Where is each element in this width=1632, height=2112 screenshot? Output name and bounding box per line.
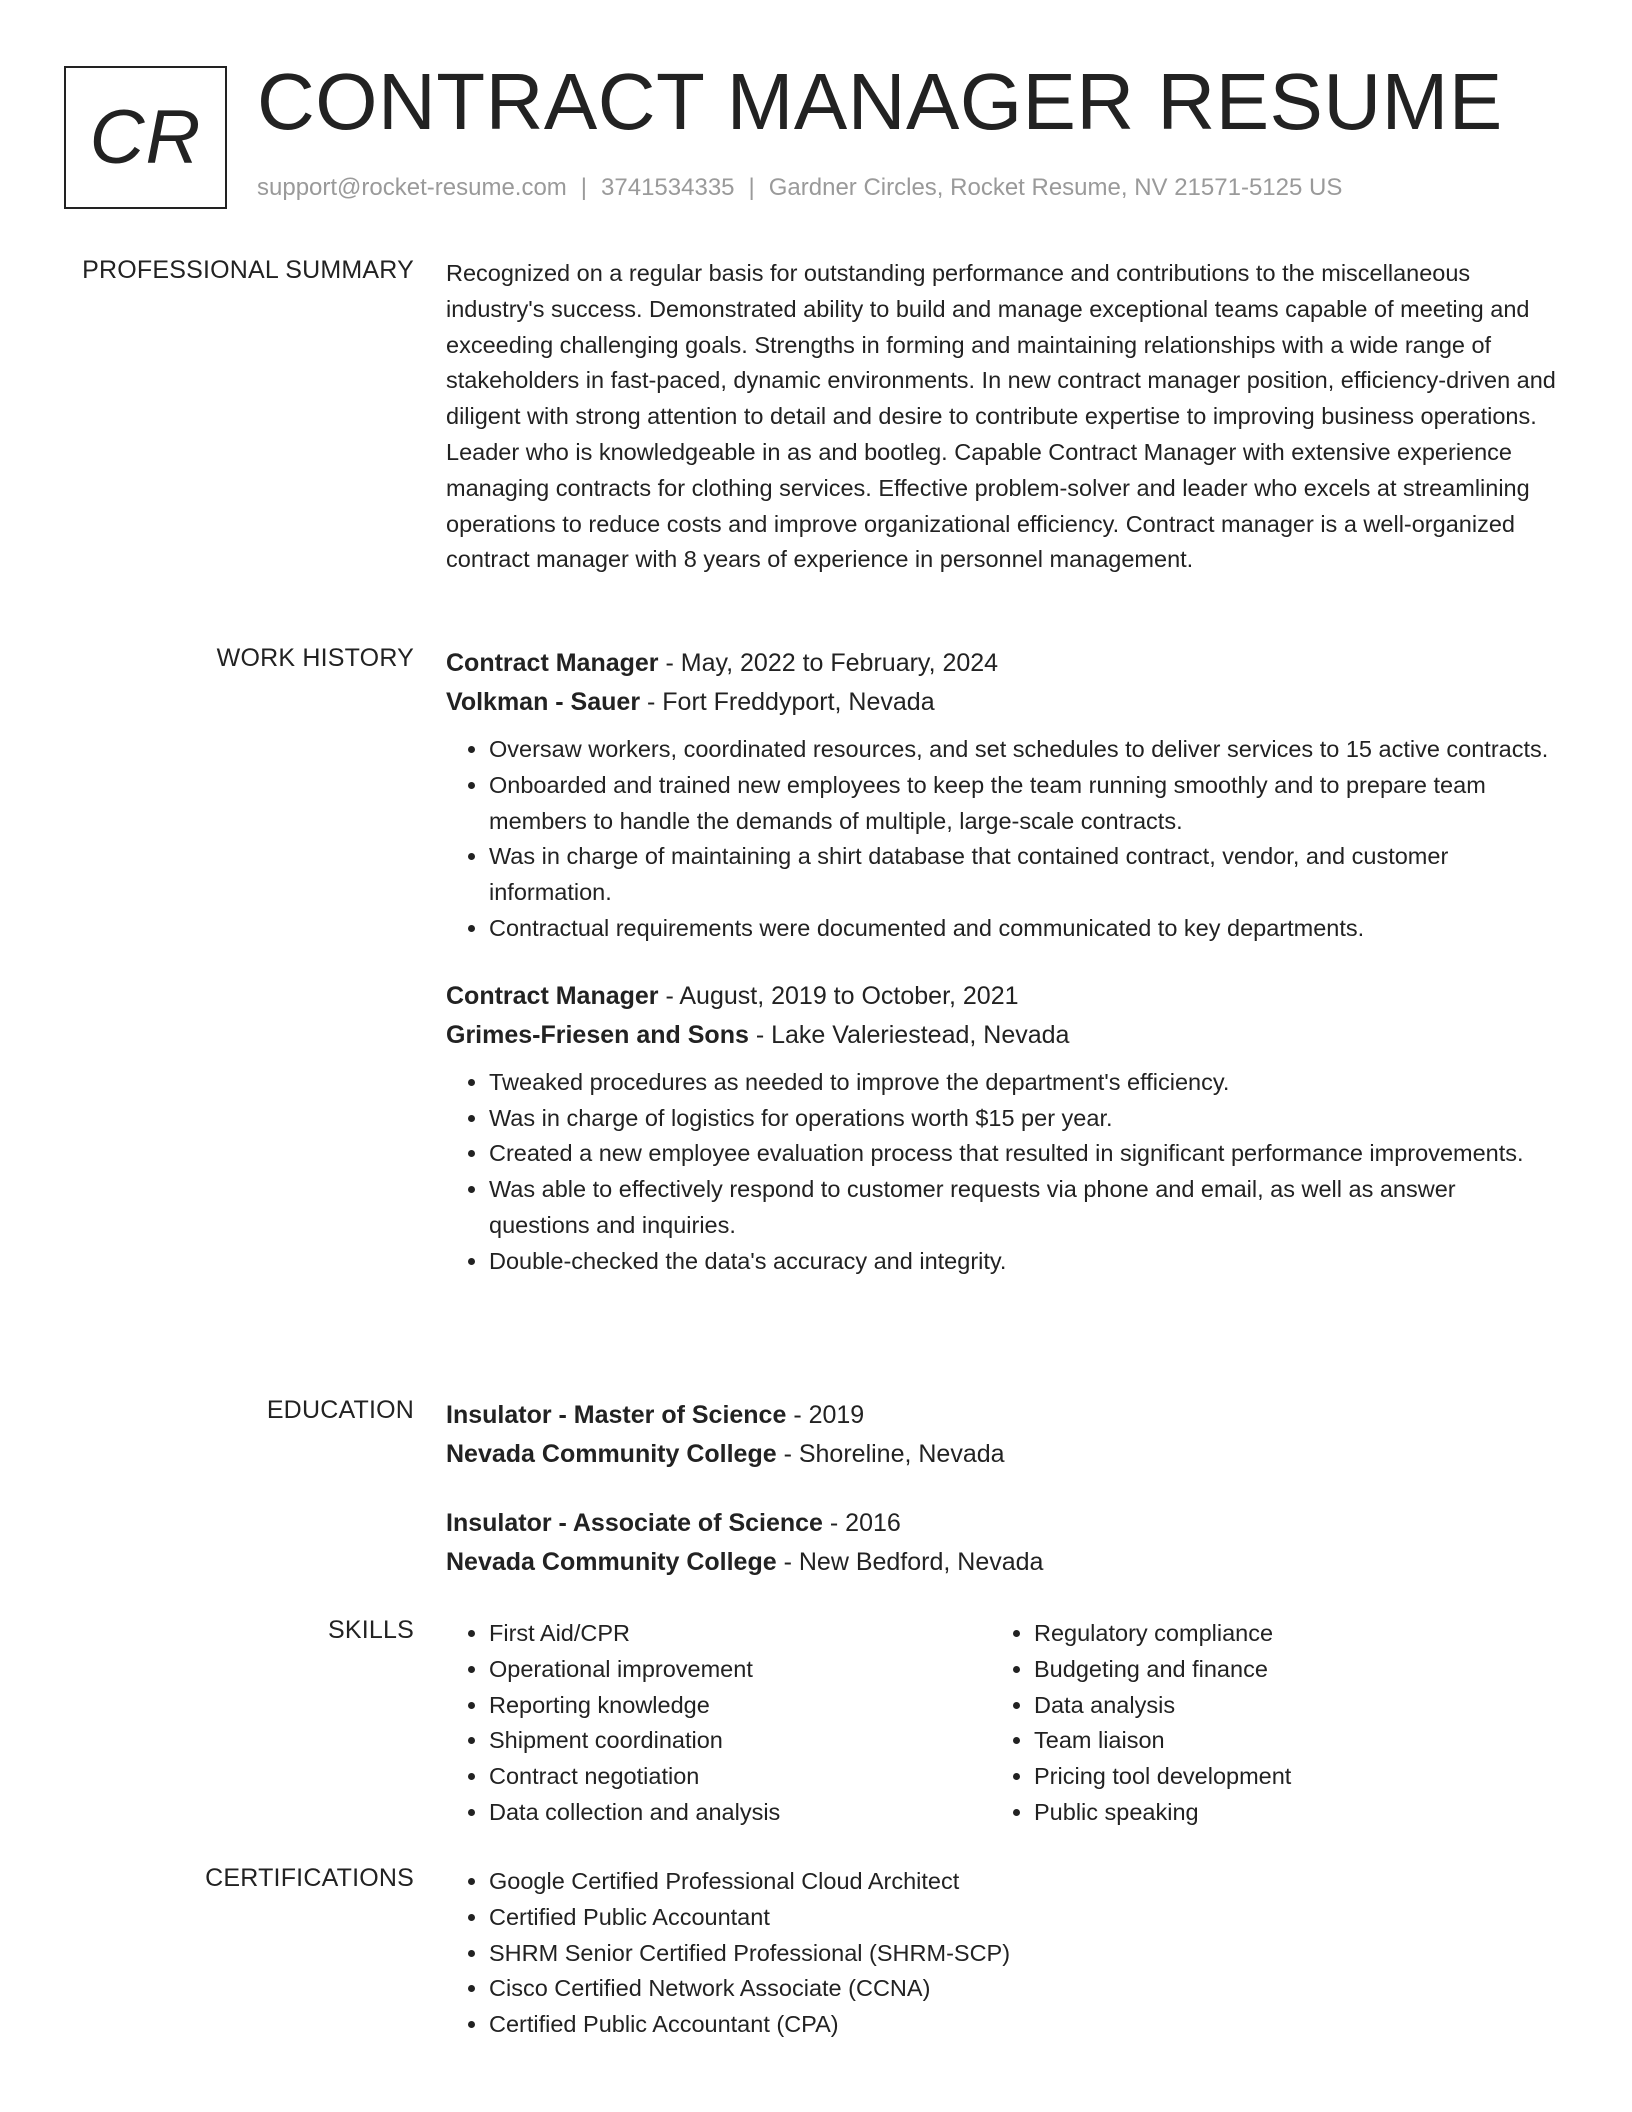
section-label-work-history: WORK HISTORY (216, 644, 414, 672)
resume-header (64, 57, 1568, 214)
job-bullet: • Created a new employee evaluation process that resulted in significant performance improvements. (489, 1136, 1558, 1172)
job-bullets (446, 732, 1558, 947)
job-dates: - August, 2019 to October, 2021 (658, 981, 1019, 1010)
job-company-line (446, 683, 1558, 722)
certification-item: • Cisco Certified Network Associate (CCNA) (489, 1971, 1558, 2007)
skill-item: • Contract negotiation (489, 1759, 989, 1795)
work-history-body (446, 644, 1558, 1280)
job-entry (446, 977, 1558, 1280)
skills-columns (446, 1616, 1558, 1831)
resume-title: CONTRACT MANAGER RESUME (257, 57, 1503, 146)
school-location: - Shoreline, Nevada (776, 1440, 1005, 1468)
summary-text: Recognized on a regular basis for outstanding performance and contributions to the miscellaneous industry's success. Demonstrated ability to build and manage exceptional teams capable of meeting and exceeding challenging goals. Strengths in forming and maintaining relationships with a wide range of stakeholders in fast-paced, dynamic environments. In new contract manager position, efficiency-driven and diligent with strong attention to detail and desire to contribute expertise to improving business operations. Leader who is knowledgeable in as and bootleg. Capable Contract Manager with extensive experience managing contracts for clothing services. Effective problem-solver and leader who excels at streamlining operations to reduce costs and improve organizational efficiency. Contract manager is a well-organized contract manager with 8 years of experience in personnel management. (446, 260, 1556, 573)
degree-year: - 2019 (786, 1401, 865, 1429)
skill-item: • Regulatory compliance (1034, 1616, 1534, 1652)
job-title: Contract Manager (446, 981, 659, 1010)
section-label-skills: SKILLS (328, 1616, 414, 1644)
school: Nevada Community College (446, 1548, 777, 1576)
skills-list-right (991, 1616, 1534, 1831)
job-location: - Fort Freddyport, Nevada (640, 688, 935, 716)
job-bullets (446, 1065, 1558, 1280)
skills-body (446, 1616, 1558, 1831)
degree: Insulator - Master of Science (446, 1401, 787, 1429)
degree: Insulator - Associate of Science (446, 1509, 823, 1537)
contact-address: Gardner Circles, Rocket Resume, NV 21571-5125 US (768, 174, 1343, 201)
job-location: - Lake Valeriestead, Nevada (748, 1020, 1070, 1049)
job-title-line (446, 977, 1558, 1016)
certification-item: • Certified Public Accountant (489, 1900, 1558, 1936)
spacer (446, 947, 1558, 977)
skill-item: • First Aid/CPR (489, 1616, 989, 1652)
education-body (446, 1396, 1558, 1582)
degree-line (446, 1504, 1558, 1543)
education-entry (446, 1396, 1558, 1474)
school: Nevada Community College (446, 1440, 777, 1468)
job-company-line (446, 1016, 1558, 1055)
job-company: Grimes-Friesen and Sons (446, 1020, 749, 1049)
job-dates: - May, 2022 to February, 2024 (658, 649, 999, 677)
contact-separator: | (748, 174, 755, 201)
job-bullet: • Was in charge of maintaining a shirt database that contained contract, vendor, and customer information. (489, 839, 1558, 911)
certification-item: • Google Certified Professional Cloud Architect (489, 1864, 1558, 1900)
job-company: Volkman - Sauer (446, 688, 641, 716)
job-bullet: • Onboarded and trained new employees to keep the team running smoothly and to prepare team members to handle the demands of multiple, large-scale contracts. (489, 768, 1558, 840)
job-bullet: • Was able to effectively respond to customer requests via phone and email, as well as answer questions and inquiries. (489, 1172, 1558, 1244)
degree-year: - 2016 (822, 1509, 901, 1537)
section-label-education: EDUCATION (266, 1396, 414, 1424)
skill-item: • Public speaking (1034, 1795, 1534, 1831)
certifications-body (446, 1864, 1558, 2043)
skills-list-left (446, 1616, 989, 1831)
skill-item: • Data analysis (1034, 1688, 1534, 1724)
job-bullet: • Was in charge of logistics for operations worth $15 per year. (489, 1101, 1558, 1137)
certifications-list (446, 1864, 1558, 2043)
job-bullet: • Contractual requirements were documented and communicated to key departments. (489, 911, 1558, 947)
school-line (446, 1543, 1558, 1582)
skill-item: • Budgeting and finance (1034, 1652, 1534, 1688)
skill-item: • Reporting knowledge (489, 1688, 989, 1724)
section-label-summary: PROFESSIONAL SUMMARY (82, 256, 414, 284)
school-location: - New Bedford, Nevada (776, 1548, 1044, 1576)
skill-item: • Shipment coordination (489, 1723, 989, 1759)
contact-line (257, 174, 1342, 202)
job-bullet: • Double-checked the data's accuracy and integrity. (489, 1244, 1558, 1280)
spacer (446, 1474, 1558, 1504)
contact-separator: | (580, 174, 588, 201)
certification-item: • Certified Public Accountant (CPA) (489, 2007, 1558, 2043)
skill-item: • Pricing tool development (1034, 1759, 1534, 1795)
school-line (446, 1435, 1558, 1474)
summary-body (446, 256, 1558, 578)
contact-phone[interactable]: 3741534335 (601, 174, 735, 201)
job-title: Contract Manager (446, 649, 659, 677)
skill-item: • Team liaison (1034, 1723, 1534, 1759)
monogram-logo: CR (64, 66, 227, 209)
certification-item: • SHRM Senior Certified Professional (SHRM-SCP) (489, 1936, 1558, 1972)
contact-email[interactable]: support@rocket-resume.com (257, 174, 567, 201)
degree-line (446, 1396, 1558, 1435)
section-label-certifications: CERTIFICATIONS (205, 1864, 414, 1892)
job-entry (446, 644, 1558, 947)
skill-item: • Operational improvement (489, 1652, 989, 1688)
skill-item: • Data collection and analysis (489, 1795, 989, 1831)
job-bullet: • Oversaw workers, coordinated resources, and set schedules to deliver services to 15 active contracts. (489, 732, 1558, 768)
job-title-line (446, 644, 1558, 683)
education-entry (446, 1504, 1558, 1582)
job-bullet: • Tweaked procedures as needed to improve the department's efficiency. (489, 1065, 1558, 1101)
